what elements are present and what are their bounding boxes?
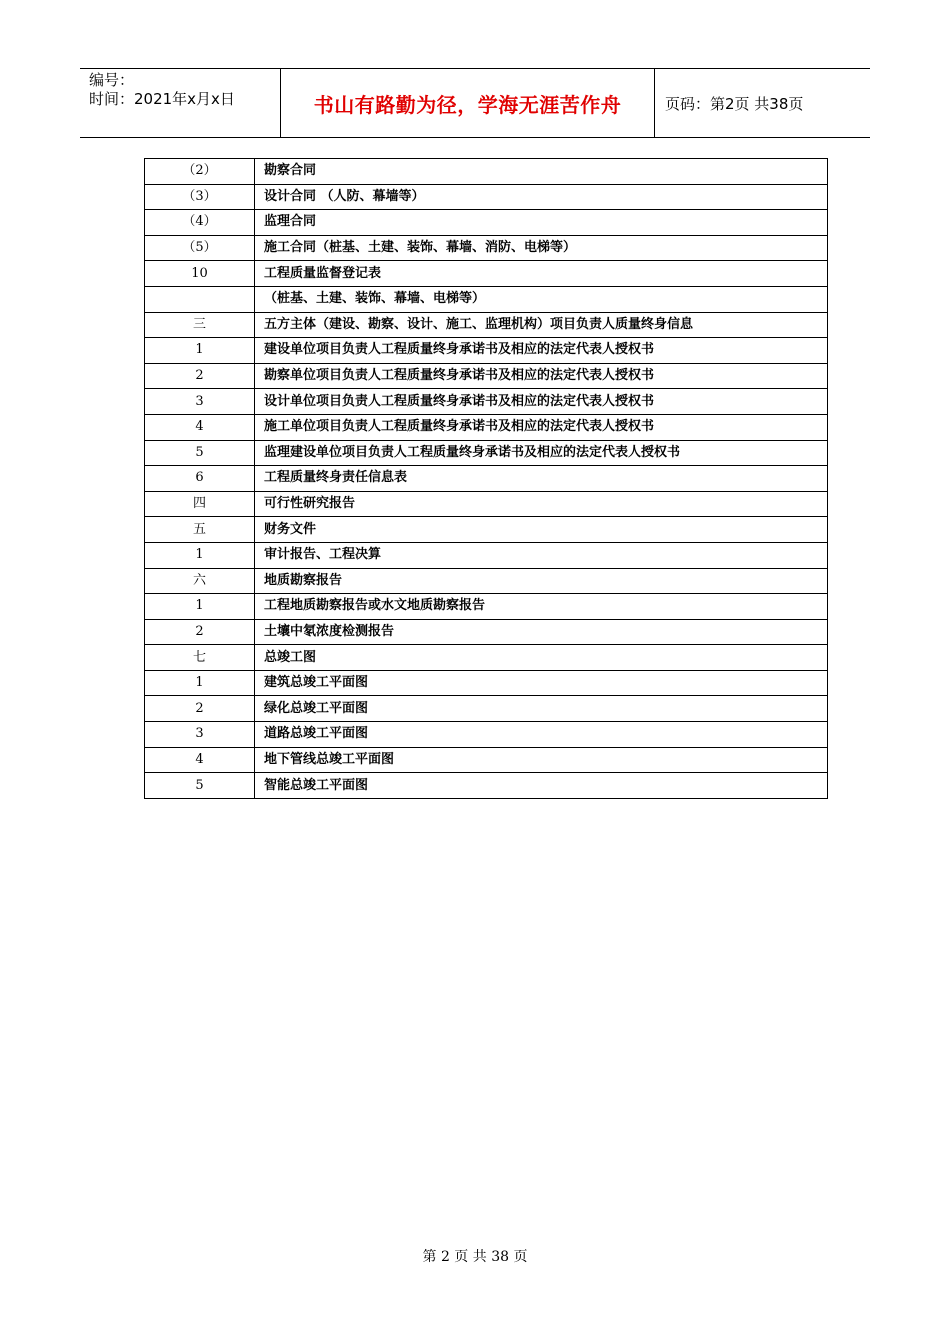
table-row [145,517,828,543]
row-index: 六 [145,568,255,594]
table-row [145,491,828,517]
row-text: 勘察合同 [255,159,828,185]
row-index: （3） [145,184,255,210]
table-row [145,440,828,466]
row-index: 1 [145,594,255,620]
row-index: 1 [145,338,255,364]
page-footer: 第 2 页 共 38 页 [422,1249,528,1265]
header-meta [80,69,281,137]
row-text: 工程质量监督登记表 [255,261,828,287]
table-row [145,645,828,671]
document-table [144,158,828,799]
table-row [145,338,828,364]
header-motto: 书山有路勤为径，学海无涯苦作舟 [313,92,622,117]
row-text: 地质勘察报告 [255,568,828,594]
table-row [145,542,828,568]
row-index: （4） [145,210,255,236]
table-row [145,261,828,287]
row-text: 可行性研究报告 [255,491,828,517]
row-text: 土壤中氡浓度检测报告 [255,619,828,645]
row-text: 监理合同 [255,210,828,236]
table-row [145,184,828,210]
table-row [145,722,828,748]
row-text: 设计合同 （人防、幕墙等） [255,184,828,210]
table-row [145,670,828,696]
table-row [145,466,828,492]
row-index: 3 [145,722,255,748]
table-row [145,773,828,799]
row-text: 监理建设单位项目负责人工程质量终身承诺书及相应的法定代表人授权书 [255,440,828,466]
row-text: 地下管线总竣工平面图 [255,747,828,773]
row-text: 绿化总竣工平面图 [255,696,828,722]
table-row [145,286,828,312]
row-index: 5 [145,773,255,799]
table-row [145,414,828,440]
table-row [145,568,828,594]
table-row [145,389,828,415]
row-text: 设计单位项目负责人工程质量终身承诺书及相应的法定代表人授权书 [255,389,828,415]
row-index: 四 [145,491,255,517]
row-text: 勘察单位项目负责人工程质量终身承诺书及相应的法定代表人授权书 [255,363,828,389]
table-row [145,747,828,773]
row-index: 4 [145,414,255,440]
row-text: 工程地质勘察报告或水文地质勘察报告 [255,594,828,620]
row-text: 财务文件 [255,517,828,543]
row-index: 6 [145,466,255,492]
page-header [80,68,870,138]
document-table-body [145,159,828,799]
table-row [145,619,828,645]
row-text: 建设单位项目负责人工程质量终身承诺书及相应的法定代表人授权书 [255,338,828,364]
row-text: 五方主体（建设、勘察、设计、施工、监理机构）项目负责人质量终身信息 [255,312,828,338]
row-index: 七 [145,645,255,671]
row-text: 道路总竣工平面图 [255,722,828,748]
document-number: 编号： [89,71,135,89]
table-row [145,696,828,722]
row-index: 三 [145,312,255,338]
row-index: 4 [145,747,255,773]
row-text: 审计报告、工程决算 [255,542,828,568]
row-text: 智能总竣工平面图 [255,773,828,799]
row-index: 5 [145,440,255,466]
document-date: 时间：2021年x月x日 [89,90,235,108]
row-text: 施工单位项目负责人工程质量终身承诺书及相应的法定代表人授权书 [255,414,828,440]
row-index: 3 [145,389,255,415]
table-row [145,159,828,185]
row-index: 1 [145,670,255,696]
header-page-info: 页码：第2页 共38页 [665,94,804,113]
table-row [145,594,828,620]
row-index [145,286,255,312]
header-motto-cell [281,69,655,137]
row-index: 1 [145,542,255,568]
table-row [145,312,828,338]
row-index: 2 [145,696,255,722]
table-row [145,210,828,236]
row-text: 总竣工图 [255,645,828,671]
row-index: 2 [145,619,255,645]
row-text: （桩基、土建、装饰、幕墙、电梯等） [255,286,828,312]
row-text: 施工合同（桩基、土建、装饰、幕墙、消防、电梯等） [255,235,828,261]
table-row [145,363,828,389]
row-index: （5） [145,235,255,261]
row-index: （2） [145,159,255,185]
row-index: 五 [145,517,255,543]
row-index: 2 [145,363,255,389]
row-index: 10 [145,261,255,287]
table-row [145,235,828,261]
row-text: 建筑总竣工平面图 [255,670,828,696]
row-text: 工程质量终身责任信息表 [255,466,828,492]
